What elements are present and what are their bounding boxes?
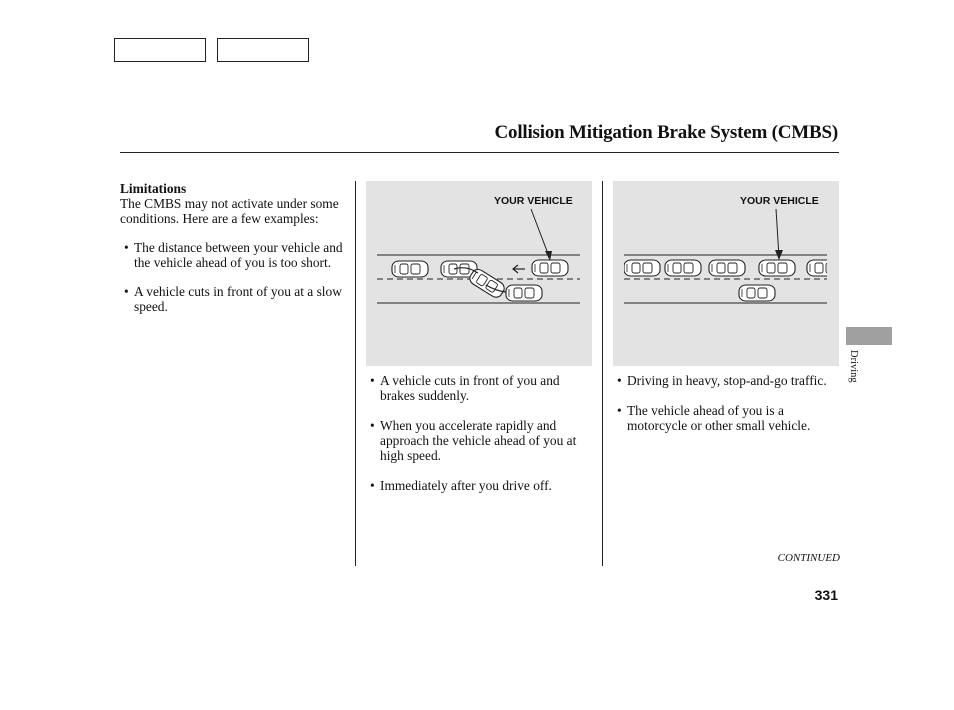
column-divider [355, 181, 356, 566]
car-icon [392, 261, 428, 277]
cut-in-illustration [366, 181, 592, 366]
page-title: Collision Mitigation Brake System (CMBS) [494, 122, 838, 143]
figure-label: YOUR VEHICLE [740, 195, 819, 207]
list-item-text: The distance between your vehicle and the vehicle ahead of you is too short. [134, 240, 343, 270]
list-item-text: When you accelerate rapidly and approach the vehicle ahead of you at high speed. [380, 418, 577, 463]
list-item-text: Immediately after you drive off. [380, 478, 552, 493]
bullet-icon: • [370, 373, 375, 388]
stop-and-go-illustration [613, 181, 839, 366]
bullet-icon: • [124, 284, 129, 299]
car-icon [468, 267, 507, 300]
bullet-icon: • [370, 478, 375, 493]
car-icon [624, 260, 660, 276]
list-item [617, 373, 839, 388]
list-item [120, 240, 350, 270]
bullet-icon: • [124, 240, 129, 255]
car-icon [759, 260, 795, 276]
nav-button-2[interactable] [217, 38, 309, 62]
section-tab[interactable] [846, 327, 892, 345]
middle-column [370, 373, 592, 493]
section-tab-label: Driving [848, 350, 859, 383]
page-number: 331 [814, 587, 838, 603]
figure-label: YOUR VEHICLE [494, 195, 573, 207]
list-item-text: Driving in heavy, stop-and-go traffic. [627, 373, 827, 388]
column-divider [602, 181, 603, 566]
car-icon [506, 285, 542, 301]
nav-button-1[interactable] [114, 38, 206, 62]
car-icon [532, 260, 568, 276]
car-icon [807, 260, 839, 276]
list-item [617, 403, 839, 433]
list-item [370, 373, 592, 403]
car-icon [739, 285, 775, 301]
list-item [370, 478, 592, 493]
bullet-icon: • [370, 418, 375, 433]
left-column [120, 181, 350, 314]
stop-and-go-diagram [613, 181, 839, 366]
intro-text: The CMBS may not activate under some conditions. Here are a few examples: [120, 196, 339, 226]
list-item-text: A vehicle cuts in front of you at a slow speed. [134, 284, 342, 314]
list-item [370, 418, 592, 463]
car-icon [709, 260, 745, 276]
bullet-icon: • [617, 373, 622, 388]
title-rule [120, 152, 839, 153]
car-icon [665, 260, 701, 276]
list-item-text: The vehicle ahead of you is a motorcycle or other small vehicle. [627, 403, 811, 433]
section-heading: Limitations [120, 181, 187, 196]
continued-label: CONTINUED [777, 552, 840, 564]
list-item [120, 284, 350, 314]
list-item-text: A vehicle cuts in front of you and brakes suddenly. [380, 373, 560, 403]
bullet-icon: • [617, 403, 622, 418]
right-column [617, 373, 839, 433]
cut-in-diagram [366, 181, 592, 366]
